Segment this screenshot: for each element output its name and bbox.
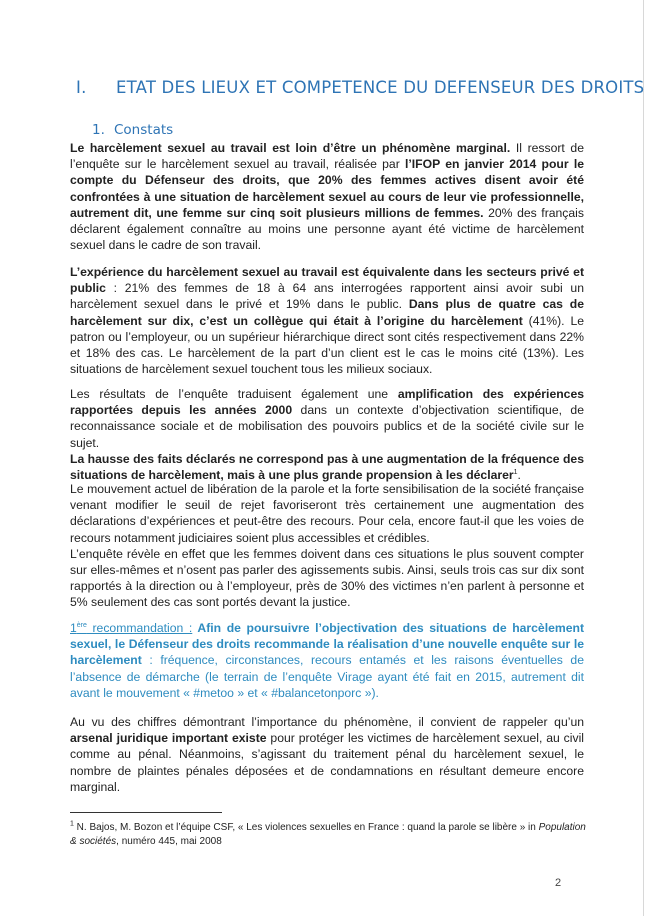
paragraph-7 — [70, 714, 584, 795]
p2-text: : 21% des femmes de 18 à 64 ans interrogées rapportent ainsi avoir subi un harcèlement sexuel dans le privé et 19% dans le public. — [70, 281, 584, 312]
p1-bold-lead: Le harcèlement sexuel au travail est loin d’être un phénomène marginal. — [70, 141, 511, 155]
p1-text-end: 20% des français déclarent également connaître au moins une personne ayant été victime de harcèlement sexuel dans le cadre de son travail. — [70, 205, 584, 253]
p3-text: Les résultats de l’enquête traduisent également une — [70, 387, 398, 401]
p6-text: L’enquête révèle en effet que les femmes doivent dans ces situations le plus souvent compter sur elles-mêmes et n’osent pas parler des agissements subis. Ainsi, seuls trois cas sur dix sont rapportés à la direction ou à l’employeur, près de 30% des victimes n’en parlent à personne et 5% seulement des cas sont portés devant la justice. — [70, 546, 584, 610]
footnote — [70, 821, 590, 849]
page-edge-line — [643, 0, 644, 916]
p2-text-end: (41%). Le patron ou l’employeur, ou un supérieur hiérarchique direct sont cités respectivement dans 22% et 18% des cas. Le harcèlement de la part d’un client est le cas le moins cité (13%). Les situations de harcèlement sexuel touchent tous les milieux sociaux. — [70, 313, 584, 377]
footnote-marker: 1 — [70, 820, 74, 828]
recommendation-block — [70, 620, 584, 701]
p3-bold: amplification des expériences rapportées depuis les années 2000 — [70, 387, 584, 418]
subsection-heading-text: Constats — [114, 122, 174, 138]
p3-text-end: dans un contexte d’objectivation scientifique, de reconnaissance sociale et de mobilisation des pouvoirs publics et de la société civile sur le sujet. — [70, 403, 584, 450]
footnote-separator — [70, 812, 222, 813]
p7-bold: arsenal juridique important existe — [70, 731, 267, 746]
section-heading — [76, 78, 644, 97]
p2-bold-lead: L’expérience du harcèlement sexuel au travail est équivalente dans les secteurs privé et public — [70, 265, 584, 296]
recommendation-label — [70, 621, 192, 635]
p4-bold: La hausse des faits déclarés ne correspond pas à une augmentation de la fréquence des situations de harcèlement, mais à une plus grande propension à les déclarer — [70, 451, 584, 483]
p1-text: Il ressort de l’enquête sur le harcèlement sexuel au travail, réalisée par — [70, 141, 584, 172]
paragraph-2 — [70, 264, 584, 377]
paragraph-5 — [70, 481, 584, 611]
p2-bold-stat: Dans plus de quatre cas de harcèlement sur dix, c’est un collègue qui était à l’origine du harcèlement — [70, 297, 584, 328]
section-heading-text: ETAT DES LIEUX ET COMPETENCE DU DEFENSEUR DES DROITS — [116, 78, 645, 97]
subsection-heading — [92, 122, 173, 138]
page-number: 2 — [555, 877, 562, 889]
paragraph-1 — [70, 140, 584, 253]
p1-bold-stat: l’IFOP en janvier 2014 pour le compte du Défenseur des droits, que 20% des femmes actives disent avoir été confrontées à une situation de harcèlement sexuel au cours de leur vie professionnelle, autrement dit, une femme sur cinq soit plusieurs millions de femmes. — [70, 157, 585, 220]
footnote-ref[interactable]: 1 — [513, 468, 518, 476]
reco-label-num: 1 — [70, 621, 77, 635]
reco-label-rest: recommandation : — [86, 621, 193, 635]
paragraph-3 — [70, 386, 584, 483]
p7-text: Au vu des chiffres démontrant l’importance du phénomène, il convient de rappeler qu’un — [70, 715, 584, 729]
section-heading-number: I. — [76, 78, 87, 97]
reco-label-sup: ère — [76, 621, 87, 629]
footnote-text: N. Bajos, M. Bozon et l’équipe CSF, « Les violences sexuelles en France : quand la parole se libère » in — [73, 822, 539, 833]
recommendation-text: : fréquence, circonstances, recours entamés et les raisons éventuelles de l’absence de démarche (le terrain de l’enquête Virage ayant été fait en 2015, autrement dit avant le mouvement « #metoo » et « #balancetonporc »). — [70, 653, 584, 700]
p4-end: . — [517, 468, 521, 483]
recommendation-bold: Afin de poursuivre l’objectivation des situations de harcèlement sexuel, le Défenseur des droits recommande la réalisation d’une nouvelle enquête sur le harcèlement — [70, 621, 584, 668]
footnote-end: , numéro 445, mai 2008 — [116, 836, 222, 847]
p5-text: Le mouvement actuel de libération de la parole et la forte sensibilisation de la société française venant modifier le seuil de rejet favoriseront très certainement une augmentation des déclarations d’expériences et peut-être des recours. Pour cela, encore faut-il que les voies de recours notamment judiciaires soient plus accessibles et crédibles. — [70, 482, 584, 545]
footnote-italic: Population & sociétés — [70, 822, 586, 847]
p7-text-end: pour protéger les victimes de harcèlement sexuel, au civil comme au pénal. Néanmoins, s’agissant du traitement pénal du harcèlement sexuel, le nombre de plaintes pénales déposées et de condamnations en résultant demeure encore marginal. — [70, 731, 584, 794]
subsection-heading-number: 1. — [92, 122, 105, 138]
